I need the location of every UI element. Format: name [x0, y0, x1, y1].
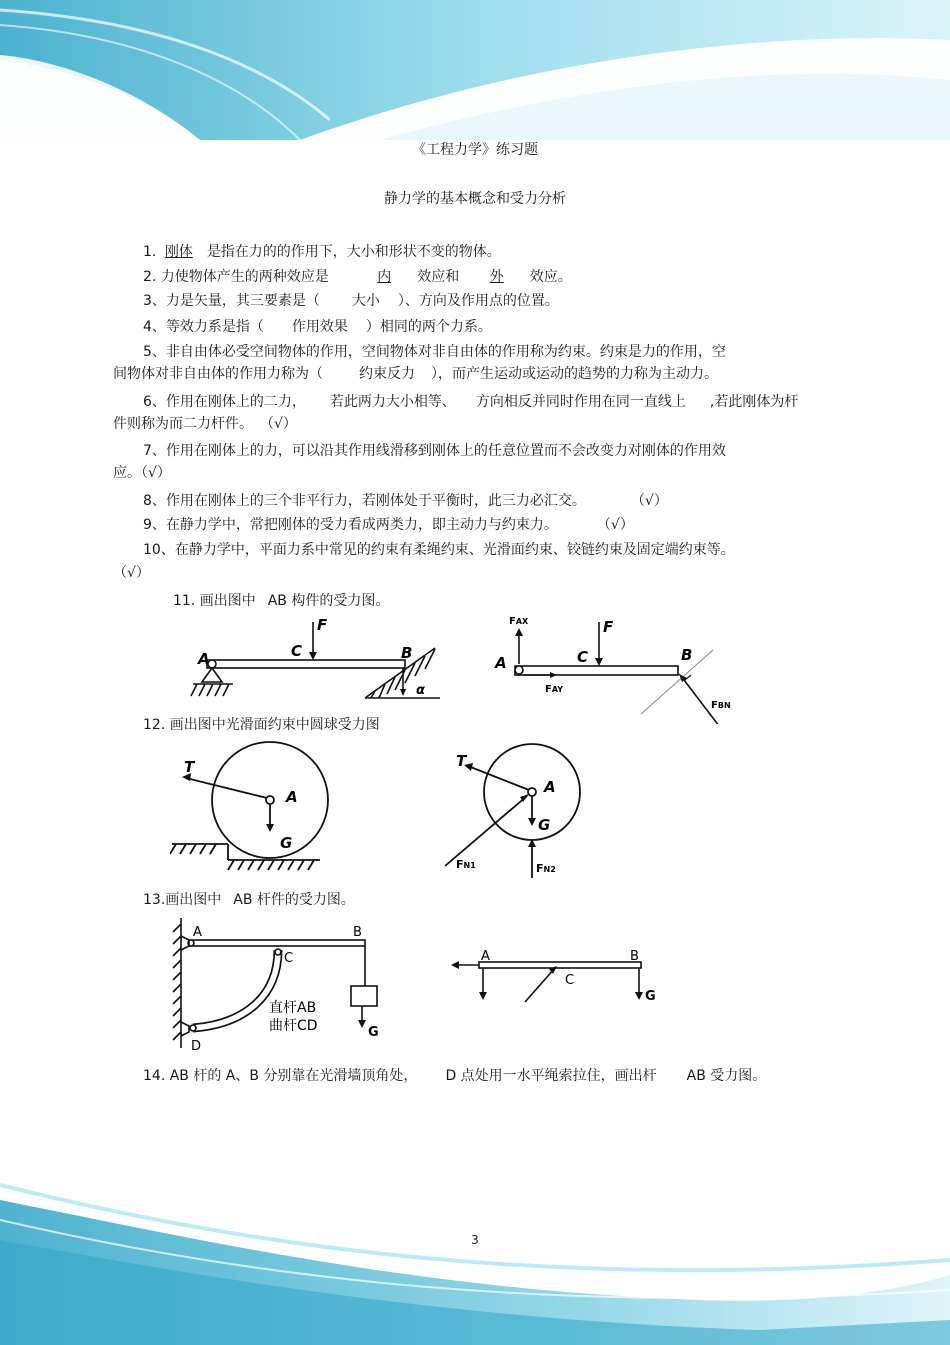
- fig12-fbd-label-g: G: [538, 816, 551, 834]
- q1-text: 是指在力的的作用下，大小和形状不变的物体。: [206, 244, 501, 260]
- fig11-label-f: F: [317, 616, 328, 634]
- question-12: 12. 画出图中光滑面约束中圆球受力图: [143, 717, 380, 733]
- fig11-fax: [509, 616, 529, 627]
- q4-text1: 4、等效力系是指（: [143, 319, 264, 335]
- fig11-fbd-label-b: B: [681, 646, 693, 664]
- question-14: [143, 1066, 766, 1086]
- q8-mark: （√）: [637, 493, 668, 509]
- fig11-fbn-sub: BN: [717, 701, 731, 710]
- q11-text2: AB 构件的受力图。: [267, 593, 390, 609]
- bottom-wave-decoration: [0, 1180, 950, 1345]
- page-title: 《工程力学》练习题: [412, 142, 538, 158]
- fig13-label-d: D: [191, 1039, 202, 1054]
- q9-mark: （√）: [603, 517, 634, 533]
- q2-answer-2: 外: [489, 269, 504, 285]
- q6-part-c: 方向相反并同时作用在同一直线上: [475, 394, 686, 410]
- question-5-line1: 5、非自由体必受空间物体的作用，空间物体对非自由体的作用称为约束。约束是力的作用，空: [143, 344, 726, 360]
- q3-text2: ）、方向及作用点的位置。: [397, 293, 559, 309]
- question-7-line1: 7、作用在刚体上的力，可以沿其作用线滑移到刚体上的任意位置而不会改变力对刚体的作用效: [143, 443, 726, 459]
- fig11-fay: [545, 684, 563, 695]
- q6-line2-text: 件则称为而二力杆件。: [113, 416, 253, 432]
- q13-text1: 13.画出图中: [143, 892, 222, 908]
- fig12-label-t: T: [184, 758, 195, 776]
- fig12-label-g: G: [280, 834, 293, 852]
- figure-12: [170, 738, 600, 878]
- fig12-label-a: A: [286, 788, 298, 806]
- fig11-fbn: [711, 700, 731, 711]
- question-8: [143, 491, 668, 511]
- question-7-line2: 应。（√）: [113, 465, 171, 481]
- fig12-fn1-sub: N1: [463, 861, 476, 870]
- page-number: 3: [471, 1233, 479, 1247]
- fig11-label-c: C: [291, 642, 303, 660]
- fig13-label-curved-bar: 曲杆CD: [269, 1018, 318, 1034]
- q9-text: 9、在静力学中，常把刚体的受力看成两类力，即主动力与约束力。: [143, 517, 558, 533]
- fig11-label-a: A: [198, 650, 210, 668]
- fig13-fbd-label-g: G: [645, 989, 656, 1004]
- figure-11: [185, 612, 745, 724]
- figure-13: [165, 916, 665, 1058]
- fig13-label-c: C: [284, 951, 294, 966]
- fig11-fay-sub: AY: [551, 685, 564, 694]
- question-1: [143, 242, 501, 262]
- fig11-fbd-label-c: C: [577, 648, 589, 666]
- fig13-fbd-label-c: C: [565, 973, 575, 988]
- question-5-line2: [113, 364, 718, 384]
- top-wave-decoration: [0, 0, 950, 140]
- question-4: [143, 317, 492, 337]
- q4-answer: 作用效果: [291, 319, 348, 335]
- fig13-label-straight-bar: 直杆AB: [269, 1000, 317, 1016]
- fig11-fay-main: F: [545, 684, 552, 695]
- q3-text1: 3、力是矢量，其三要素是（: [143, 293, 320, 309]
- q5-answer: 约束反力: [359, 366, 415, 382]
- q14-text1: 14. AB 杆的 A、B 分别靠在光滑墙顶角处，: [143, 1068, 418, 1084]
- fig12-fn2-main: F: [536, 862, 544, 875]
- q8-text: 8、作用在刚体上的三个非平行力，若刚体处于平衡时，此三力必汇交。: [143, 493, 586, 509]
- q14-text2: D 点处用一水平绳索拉住，画出杆: [445, 1068, 657, 1084]
- q2-text1: 2. 力使物体产生的两种效应是: [143, 269, 329, 285]
- section-title: 静力学的基本概念和受力分析: [384, 191, 566, 207]
- fig11-fbn-main: F: [711, 700, 718, 711]
- q3-answer: 大小: [351, 293, 380, 309]
- question-13: [143, 890, 355, 910]
- question-6-line2: [113, 414, 297, 434]
- fig11-fax-main: F: [509, 616, 516, 627]
- fig11-fbd-label-f: F: [603, 618, 614, 636]
- q14-text3: AB 受力图。: [686, 1068, 767, 1084]
- fig12-fn1: [456, 858, 476, 871]
- q6-part-b: 若此两力大小相等、: [329, 394, 456, 410]
- fig11-fbd-label-a: A: [495, 654, 507, 672]
- q2-text2: 效应和: [417, 269, 460, 285]
- q5-text2: ），而产生运动或运动的趋势的力称为主动力。: [431, 366, 718, 382]
- fig12-fbd-label-t: T: [456, 752, 467, 770]
- q2-text3: 效应。: [529, 269, 572, 285]
- q6-mark: （√）: [267, 416, 297, 432]
- fig12-fn2-sub: N2: [543, 865, 556, 874]
- q1-number: 1.: [143, 244, 157, 260]
- q2-answer-1: 内: [377, 269, 392, 285]
- q6-part-a: 6、作用在刚体上的二力，: [143, 394, 306, 410]
- question-3: [143, 291, 559, 311]
- question-11: [173, 591, 389, 611]
- fig13-fbd-label-b: B: [630, 949, 639, 964]
- fig13-fbd-label-a: A: [481, 949, 490, 964]
- fig11-fax-sub: AX: [515, 617, 529, 626]
- q11-text1: 11. 画出图中: [173, 593, 256, 609]
- question-2: [143, 267, 572, 287]
- q13-text2: AB 杆件的受力图。: [233, 892, 355, 908]
- q4-text2: ）相同的两个力系。: [365, 319, 492, 335]
- fig13-label-b: B: [353, 925, 362, 940]
- q5-text1: 间物体对非自由体的作用力称为（: [113, 366, 323, 382]
- fig13-label-a: A: [193, 925, 202, 940]
- question-10-line1: 10、在静力学中，平面力系中常见的约束有柔绳约束、光滑面约束、铰链约束及固定端约束等。: [143, 542, 735, 558]
- fig12-fbd-label-a: A: [544, 778, 556, 796]
- fig13-label-g: G: [368, 1025, 379, 1040]
- question-10-line2: （√）: [113, 565, 150, 581]
- fig12-fn2: [536, 862, 556, 875]
- fig11-label-alpha: α: [416, 683, 425, 698]
- fig12-fn1-main: F: [456, 858, 464, 871]
- question-6-line1: [143, 392, 798, 412]
- q1-answer: 刚体: [164, 244, 193, 260]
- fig11-label-b: B: [401, 644, 413, 662]
- q6-part-d: ,若此刚体为杆: [709, 394, 799, 410]
- question-9: [143, 515, 634, 535]
